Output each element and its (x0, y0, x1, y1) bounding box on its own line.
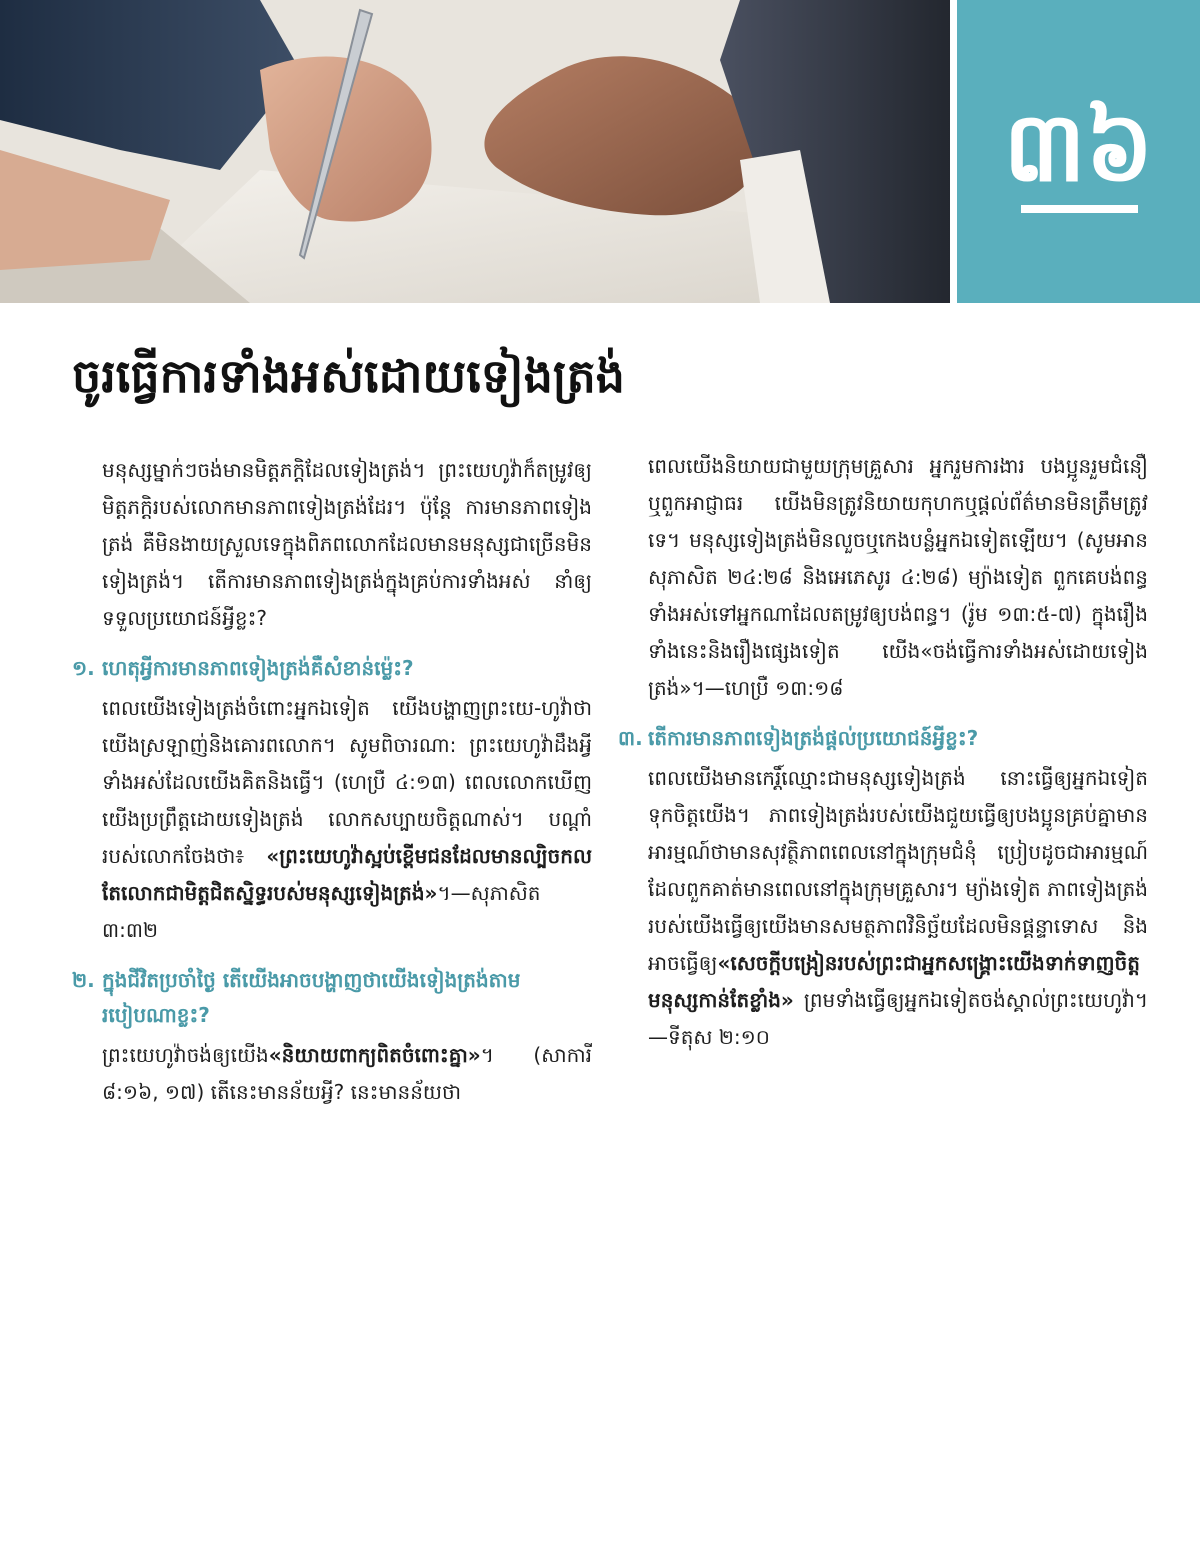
handshake-photo (0, 0, 950, 303)
answer-3-reference: ព្រមទាំងធ្វើឲ្យអ្នកឯទៀតចង់ស្គាល់ព្រះយេហូវ៉ា។—ទីតុស ២:១០ (648, 988, 1148, 1049)
question-2 (72, 963, 592, 1033)
answer-2-continuation: ពេលយើងនិយាយជាមួយក្រុមគ្រួសារ អ្នករួមការងារ បងប្អូនរួមជំនឿ ឬពួកអាជ្ញាធរ យើងមិនត្រូវនិយាយកុហកឬផ្ដល់ព័ត៌មានមិនត្រឹមត្រូវទេ។ មនុស្សទៀងត្រង់មិនលួចឬកេងបន្លំអ្នកឯទៀតឡើយ។ (សូមអាន សុភាសិត ២៤:២៨ និងអេភេសូរ ៤:២៨) ម្យ៉ាងទៀត ពួកគេបង់ពន្ធទាំងអស់ទៅអ្នកណាដែលតម្រូវឲ្យបង់ពន្ធ។ (រ៉ូម ១៣:៥-៧) ក្នុងរឿងទាំងនេះនិងរឿងផ្សេងទៀត យើង«ចង់ធ្វើការទាំងអស់ដោយទៀងត្រង់»។—ហេប្រឺ ១៣:១៨ (648, 454, 1148, 700)
answer-1-paragraph (72, 690, 592, 949)
question-2-text: ក្នុងជីវិតប្រចាំថ្ងៃ តើយើងអាចបង្ហាញថាយើងទៀងត្រង់តាមរបៀបណាខ្លះ? (102, 968, 521, 1027)
answer-3-quote: «សេចក្ដីបង្រៀនរបស់ព្រះជាអ្នកសង្គ្រោះយើងទាក់ទាញចិត្តមនុស្សកាន់តែខ្លាំង» (648, 951, 1140, 1012)
header-photo (0, 0, 950, 303)
lesson-badge (957, 0, 1200, 303)
badge-underline (1021, 205, 1138, 213)
answer-2-reference: ។ (សាការី ៨:១៦, ១៧) តើនេះមានន័យអ្វី? នេះមានន័យថា (102, 1043, 592, 1104)
answer-3-text: ពេលយើងមានកេរ្តិ៍ឈ្មោះជាមនុស្សទៀងត្រង់ នោះធ្វើឲ្យអ្នកឯទៀតទុកចិត្តយើង។ ភាពទៀងត្រង់របស់យើងជួយធ្វើឲ្យបងប្អូនគ្រប់គ្នាមានអារម្មណ៍ថាមានសុវត្ថិភាពពេលនៅក្នុងក្រុមជំនុំ ប្រៀបដូចជាអារម្មណ៍ដែលពួកគាត់មានពេលនៅក្នុងក្រុមគ្រួសារ។ ម្យ៉ាងទៀត ភាពទៀងត្រង់របស់យើងធ្វើឲ្យយើងមានសមត្ថភាពវិនិច្ឆ័យដែលមិនផ្គន្ទាទោស និងអាចធ្វើឲ្យ (648, 766, 1148, 975)
left-column (72, 452, 592, 1125)
answer-2-text: ព្រះយេហូវ៉ាចង់ឲ្យយើង (102, 1043, 269, 1067)
intro-paragraph: មនុស្សម្នាក់ៗចង់មានមិត្តភក្ដិដែលទៀងត្រង់។ ព្រះយេហូវ៉ាក៏តម្រូវឲ្យមិត្តភក្ដិរបស់លោកមានភាពទៀងត្រង់ដែរ។ ប៉ុន្តែ ការមានភាពទៀងត្រង់ គឺមិនងាយស្រួលទេក្នុងពិភពលោកដែលមានមនុស្សជាច្រើនមិនទៀងត្រង់។ តើការមានភាពទៀងត្រង់ក្នុងគ្រប់ការទាំងអស់ នាំឲ្យទទួលប្រយោជន៍អ្វីខ្លះ? (102, 458, 592, 630)
page-title: ចូរធ្វើការទាំងអស់ដោយទៀងត្រង់ (72, 349, 625, 403)
question-3-text: តើការមានភាពទៀងត្រង់ផ្ដល់ប្រយោជន៍អ្វីខ្លះ? (648, 726, 979, 750)
question-1-text: ហេតុអ្វីការមានភាពទៀងត្រង់គឺសំខាន់ម្ល៉េះ? (102, 656, 414, 680)
answer-1-reference: ។—សុភាសិត ៣:៣២ (102, 881, 541, 942)
answer-3-paragraph (618, 760, 1148, 1056)
answer-2-quote: «និយាយពាក្យពិតចំពោះគ្នា» (268, 1043, 481, 1067)
answer-2-paragraph (72, 1037, 592, 1111)
answer-1-text: ពេលយើងទៀងត្រង់ចំពោះអ្នកឯទៀត យើងបង្ហាញព្រះយេ-ហូវ៉ាថាយើងស្រឡាញ់និងគោរពលោក។ សូមពិចារណា: ព្រះយេហូវ៉ាដឹងអ្វីទាំងអស់ដែលយើងគិតនិងធ្វើ។ (ហេប្រឺ ៤:១៣) ពេលលោកឃើញយើងប្រព្រឹត្តដោយទៀងត្រង់ លោកសប្បាយចិត្តណាស់។ បណ្ដាំរបស់លោកចែងថា៖ (102, 696, 592, 868)
question-3-number: ៣. (618, 726, 643, 750)
right-column (618, 448, 1148, 1070)
lesson-number: ៣៦ (1003, 91, 1154, 203)
answer-1-quote: «ព្រះយេហូវ៉ាស្អប់ខ្ពើមជនដែលមានល្បិចកល តែលោកជាមិត្តជិតស្និទ្ធរបស់មនុស្សទៀងត្រង់» (102, 844, 592, 905)
question-3 (618, 721, 1148, 756)
question-2-number: ២. (72, 968, 95, 992)
question-1 (72, 651, 592, 686)
question-1-number: ១. (72, 656, 95, 680)
